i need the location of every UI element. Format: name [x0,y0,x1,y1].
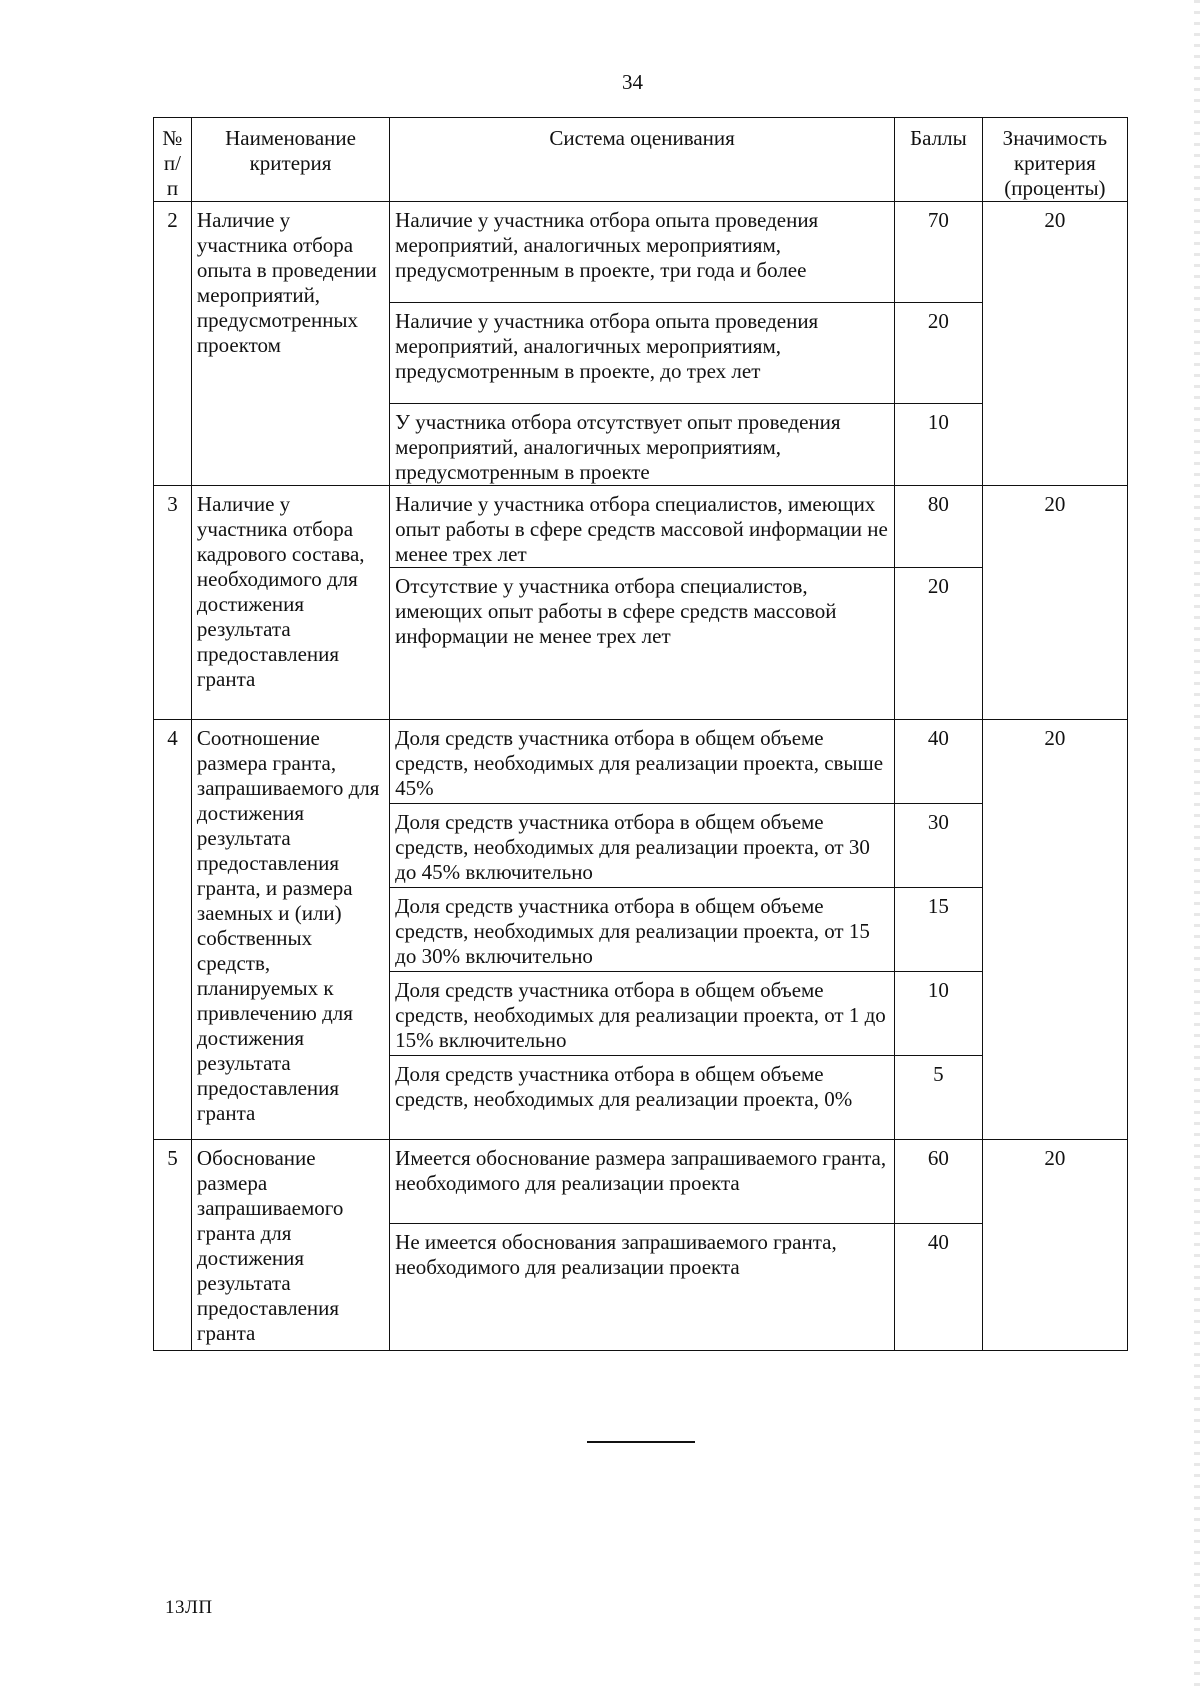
option-description: Не имеется обоснования запрашиваемого гранта, необходимого для реализации проекта [390,1224,895,1351]
option-score: 15 [895,888,983,972]
option-score: 10 [895,972,983,1056]
footer-code: 13ЛП [165,1597,213,1618]
header-name: Наименование критерия [191,118,389,202]
criterion-name: Соотношение размера гранта, запрашиваемого для достижения результата предоставления гранта, и размера заемных и (или) собственных средств, планируемых к привлечению для достижения результата предоставления гранта [191,720,389,1140]
option-score: 70 [895,202,983,303]
criterion-weight: 20 [982,486,1127,720]
option-description: Доля средств участника отбора в общем объеме средств, необходимых для реализации проекта, от 1 до 15% включительно [390,972,895,1056]
end-of-document-rule [587,1441,695,1443]
option-score: 30 [895,804,983,888]
criterion-name: Наличие у участника отбора кадрового состава, необходимого для достижения результата предоставления гранта [191,486,389,720]
option-description: Доля средств участника отбора в общем объеме средств, необходимых для реализации проекта, 0% [390,1056,895,1140]
option-description: Имеется обоснование размера запрашиваемого гранта, необходимого для реализации проекта [390,1140,895,1224]
header-weight: Значимость критерия (проценты) [982,118,1127,202]
criterion-weight: 20 [982,202,1127,486]
option-score: 10 [895,404,983,486]
scan-edge-marks [1194,0,1200,1686]
table-row [154,1140,1128,1224]
option-description: Доля средств участника отбора в общем объеме средств, необходимых для реализации проекта, от 15 до 30% включительно [390,888,895,972]
option-score: 5 [895,1056,983,1140]
criterion-weight: 20 [982,720,1127,1140]
option-score: 40 [895,720,983,804]
table-header-row [154,118,1128,202]
criterion-number: 3 [154,486,192,720]
option-description: Наличие у участника отбора специалистов, имеющих опыт работы в сфере средств массовой информации не менее трех лет [390,486,895,568]
table-row [154,720,1128,804]
option-score: 20 [895,303,983,404]
option-score: 40 [895,1224,983,1351]
option-description: Доля средств участника отбора в общем объеме средств, необходимых для реализации проекта, от 30 до 45% включительно [390,804,895,888]
criterion-number: 5 [154,1140,192,1351]
option-description: У участника отбора отсутствует опыт проведения мероприятий, аналогичных мероприятиям, предусмотренным в проекте [390,404,895,486]
option-score: 80 [895,486,983,568]
header-num: № п/п [154,118,192,202]
table-row [154,202,1128,303]
criterion-name: Наличие у участника отбора опыта в проведении мероприятий, предусмотренных проектом [191,202,389,486]
option-score: 20 [895,568,983,720]
table-row [154,486,1128,568]
option-description: Отсутствие у участника отбора специалистов, имеющих опыт работы в сфере средств массовой информации не менее трех лет [390,568,895,720]
page-number: 34 [622,70,643,94]
criterion-weight: 20 [982,1140,1127,1351]
option-score: 60 [895,1140,983,1224]
criterion-number: 2 [154,202,192,486]
option-description: Наличие у участника отбора опыта проведения мероприятий, аналогичных мероприятиям, предусмотренным в проекте, до трех лет [390,303,895,404]
criterion-number: 4 [154,720,192,1140]
option-description: Наличие у участника отбора опыта проведения мероприятий, аналогичных мероприятиям, предусмотренным в проекте, три года и более [390,202,895,303]
criteria-table [153,117,1128,1351]
header-score: Баллы [895,118,983,202]
criterion-name: Обоснование размера запрашиваемого гранта для достижения результата предоставления гранта [191,1140,389,1351]
header-system: Система оценивания [390,118,895,202]
option-description: Доля средств участника отбора в общем объеме средств, необходимых для реализации проекта, свыше 45% [390,720,895,804]
